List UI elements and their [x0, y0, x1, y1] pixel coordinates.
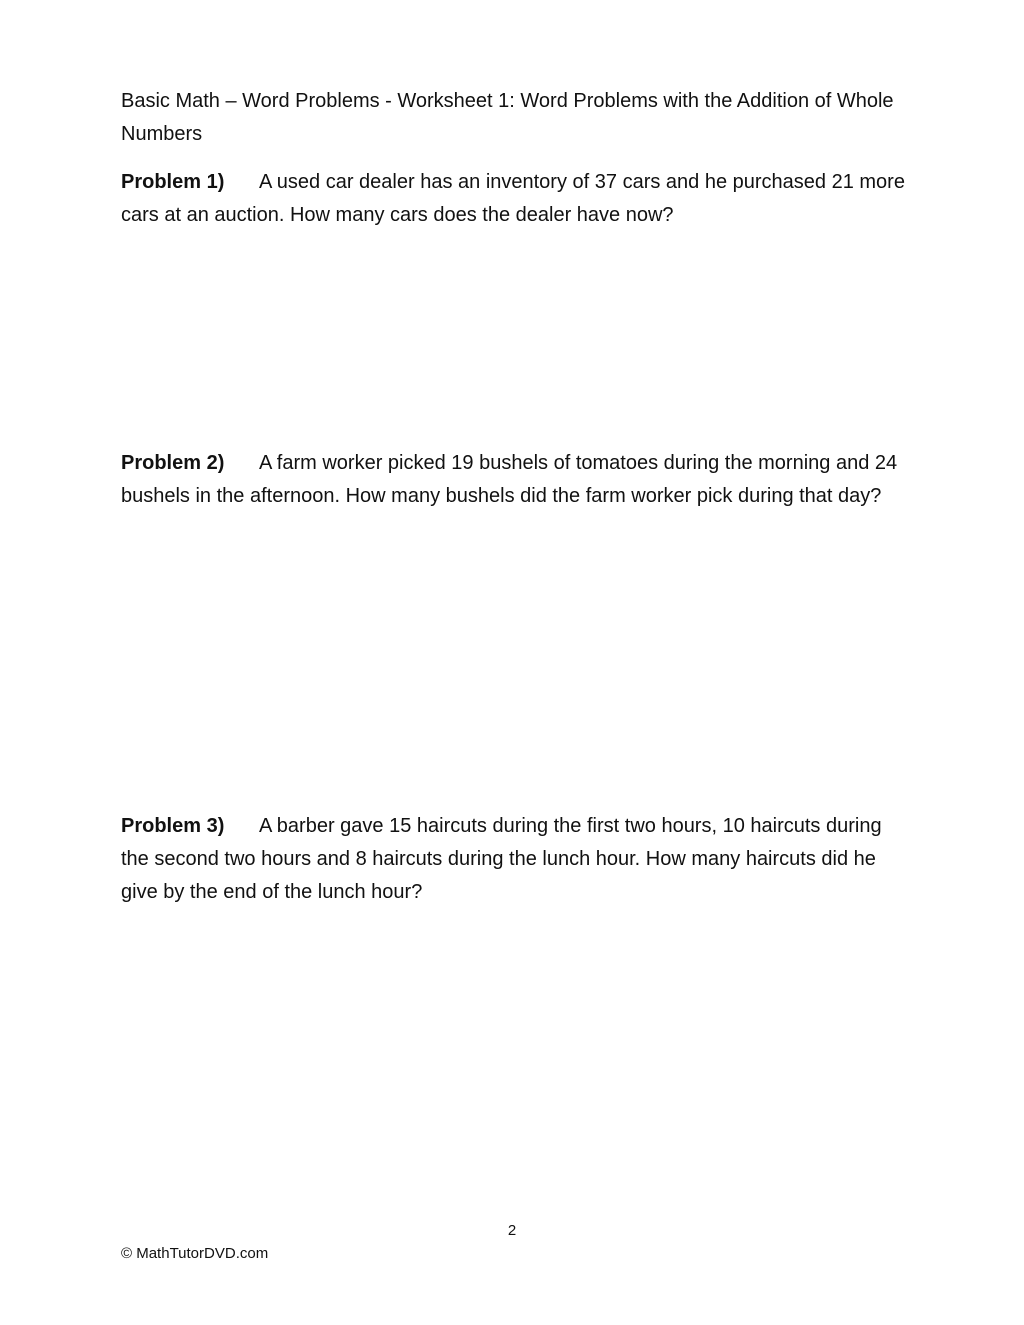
problem-2: [121, 447, 911, 513]
problem-1-text: A used car dealer has an inventory of 37 cars and he purchased 21 more cars at an auction. How many cars does the dealer have now?: [121, 171, 905, 226]
problem-1-label: Problem 1): [121, 171, 225, 193]
problem-2-label: Problem 2): [121, 452, 225, 474]
page-number: 2: [507, 1222, 517, 1239]
problem-3-text: A barber gave 15 haircuts during the first two hours, 10 haircuts during the second two hours and 8 haircuts during the lunch hour. How many haircuts did he give by the end of the lunch hour?: [121, 815, 882, 903]
problem-2-text: A farm worker picked 19 bushels of tomatoes during the morning and 24 bushels in the afternoon. How many bushels did the farm worker pick during that day?: [121, 452, 898, 507]
worksheet-title: Basic Math – Word Problems - Worksheet 1: Word Problems with the Addition of Whole Numbers: [121, 90, 894, 145]
copyright-footer: © MathTutorDVD.com: [121, 1245, 269, 1262]
problem-3: [121, 810, 911, 909]
problem-3-label: Problem 3): [121, 815, 225, 837]
problem-1: [121, 166, 911, 232]
